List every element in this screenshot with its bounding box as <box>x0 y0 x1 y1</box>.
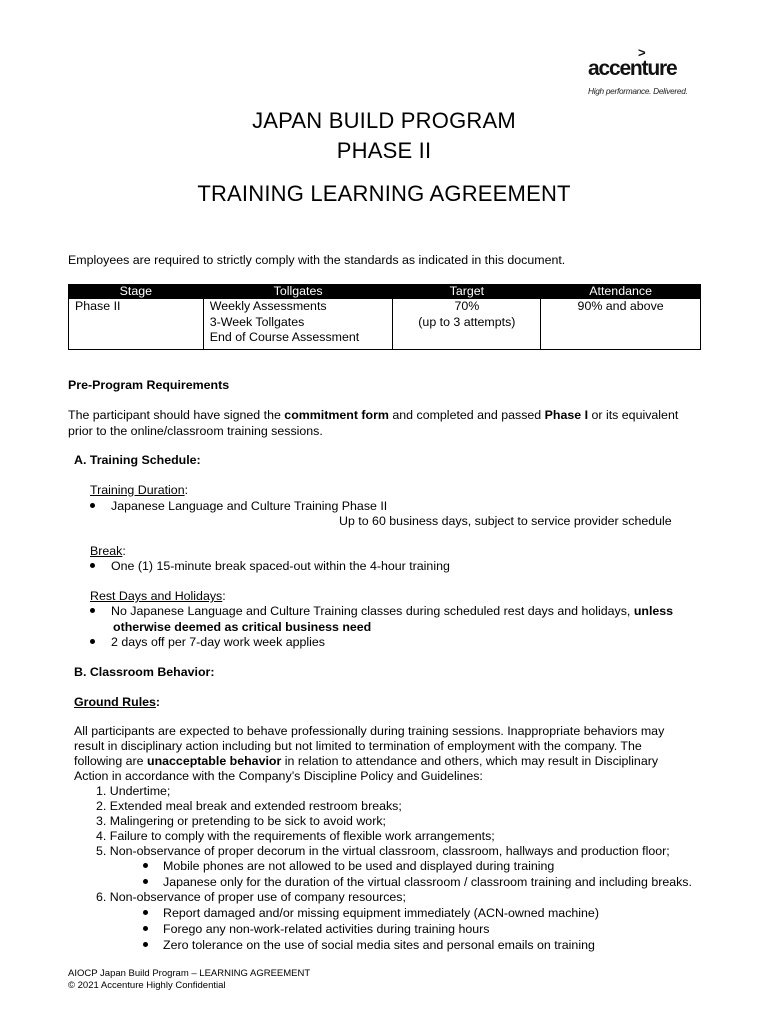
paragraph-line: All participants are expected to behave professionally during training sessions. Inappropriate behaviors may <box>74 724 665 738</box>
section-b-heading: B. Classroom Behavior: <box>74 665 215 679</box>
ground-rules-text: Ground Rules <box>74 695 156 709</box>
bullet-icon <box>90 639 95 644</box>
break-label-text: Break <box>90 544 123 558</box>
stage-table <box>68 284 701 350</box>
footer-title: AIOCP Japan Build Program – LEARNING AGREEMENT <box>68 968 311 979</box>
prereq-text: The participant should have signed the <box>68 408 285 422</box>
prereq-text: and completed and passed <box>388 408 545 422</box>
prereq-bold-phase: Phase I <box>544 408 589 422</box>
table-header-row <box>69 285 701 299</box>
list-item: 5. Non-observance of proper decorum in the virtual classroom, classroom, hallways and production floor; <box>96 844 670 858</box>
target-value: 70% <box>454 299 480 313</box>
bullet-icon <box>90 503 95 508</box>
rest-label-text: Rest Days and Holidays <box>90 589 223 603</box>
list-item: 3. Malingering or pretending to be sick to avoid work; <box>96 814 386 828</box>
bullet-icon <box>143 863 148 868</box>
list-item <box>143 906 599 922</box>
cell-target <box>393 299 541 350</box>
sub-item: Report damaged and/or missing equipment immediately (ACN-owned machine) <box>163 906 599 920</box>
sub-item: Forego any non-work-related activities during training hours <box>163 922 490 936</box>
title-program: JAPAN BUILD PROGRAM <box>252 108 516 133</box>
header-tollgates: Tollgates <box>203 285 393 299</box>
rest-item-bold: unless <box>633 604 674 618</box>
duration-label-text: Training Duration <box>90 483 185 497</box>
footer-copyright: © 2021 Accenture Highly Confidential <box>68 980 226 991</box>
title-agreement: TRAINING LEARNING AGREEMENT <box>197 181 571 206</box>
paragraph-line: result in disciplinary action including but not limited to termination of employment with the company. The <box>74 739 642 753</box>
list-item <box>90 604 673 620</box>
bullet-icon <box>90 563 95 568</box>
header-stage: Stage <box>69 285 204 299</box>
header-target: Target <box>393 285 541 299</box>
list-item <box>143 922 489 938</box>
duration-note: Up to 60 business days, subject to service provider schedule <box>339 514 672 528</box>
rest-item-text: No Japanese Language and Culture Training classes during scheduled rest days and holidays, <box>111 604 634 618</box>
intro-text: Employees are required to strictly comply with the standards as indicated in this document. <box>68 253 566 267</box>
list-item <box>143 938 595 954</box>
list-item: 6. Non-observance of proper use of company resources; <box>96 890 406 904</box>
paragraph-text: following are <box>74 754 148 768</box>
tollgate-item: 3-Week Tollgates <box>209 314 305 329</box>
list-item: 2. Extended meal break and extended restroom breaks; <box>96 799 402 813</box>
target-note: (up to 3 attempts) <box>418 314 516 329</box>
paragraph-line: Action in accordance with the Company’s Discipline Policy and Guidelines: <box>74 769 483 783</box>
duration-item: Japanese Language and Culture Training Phase II <box>111 499 388 513</box>
logo-tagline: High performance. Delivered. <box>588 86 688 96</box>
accenture-logo <box>588 46 688 98</box>
list-item <box>143 859 554 875</box>
list-item: 1. Undertime; <box>96 784 171 798</box>
bullet-icon <box>143 910 148 915</box>
logo-wordmark: accenture <box>588 57 677 80</box>
cell-tollgates <box>203 299 393 350</box>
list-item <box>143 875 692 891</box>
cell-stage: Phase II <box>69 299 204 350</box>
tollgate-item: Weekly Assessments <box>209 299 327 313</box>
paragraph-line <box>74 754 658 770</box>
paragraph-text: in relation to attendance and others, which may result in Disciplinary <box>281 754 659 768</box>
title-phase: PHASE II <box>336 138 432 163</box>
cell-attendance: 90% and above <box>541 299 701 350</box>
prereq-line-1 <box>68 408 678 424</box>
bullet-icon <box>90 608 95 613</box>
tollgate-item: End of Course Assessment <box>209 330 360 344</box>
prereq-bold-commitment: commitment form <box>284 408 389 422</box>
bullet-icon <box>143 926 148 931</box>
section-a-heading: A. Training Schedule: <box>74 453 201 467</box>
duration-label: Training Duration: <box>90 483 189 497</box>
paragraph-bold: unacceptable behavior <box>147 754 282 768</box>
header-attendance: Attendance <box>541 285 701 299</box>
ground-rules-heading: Ground Rules: <box>74 695 161 709</box>
sub-item: Mobile phones are not allowed to be used and displayed during training <box>163 859 555 873</box>
break-item: One (1) 15-minute break spaced-out within the 4-hour training <box>111 559 450 573</box>
bullet-icon <box>143 942 148 947</box>
accenture-chevron-icon: > <box>638 45 646 60</box>
bullet-icon <box>143 879 148 884</box>
prereq-line-2: prior to the online/classroom training sessions. <box>68 424 323 438</box>
sub-item: Zero tolerance on the use of social media sites and personal emails on training <box>163 938 595 952</box>
list-item <box>90 559 450 575</box>
list-item <box>90 499 387 515</box>
rest-item-bold-continuation: otherwise deemed as critical business need <box>113 620 372 634</box>
break-label: Break: <box>90 544 126 558</box>
sub-item: Japanese only for the duration of the virtual classroom / classroom training and including breaks. <box>163 875 692 889</box>
rest-label: Rest Days and Holidays: <box>90 589 226 603</box>
table-row <box>69 299 701 350</box>
list-item: 4. Failure to comply with the requirements of flexible work arrangements; <box>96 829 495 843</box>
prereq-text: or its equivalent <box>588 408 679 422</box>
list-item <box>90 635 325 651</box>
rest-item-2: 2 days off per 7-day work week applies <box>111 635 325 649</box>
prereq-heading: Pre-Program Requirements <box>68 378 230 392</box>
